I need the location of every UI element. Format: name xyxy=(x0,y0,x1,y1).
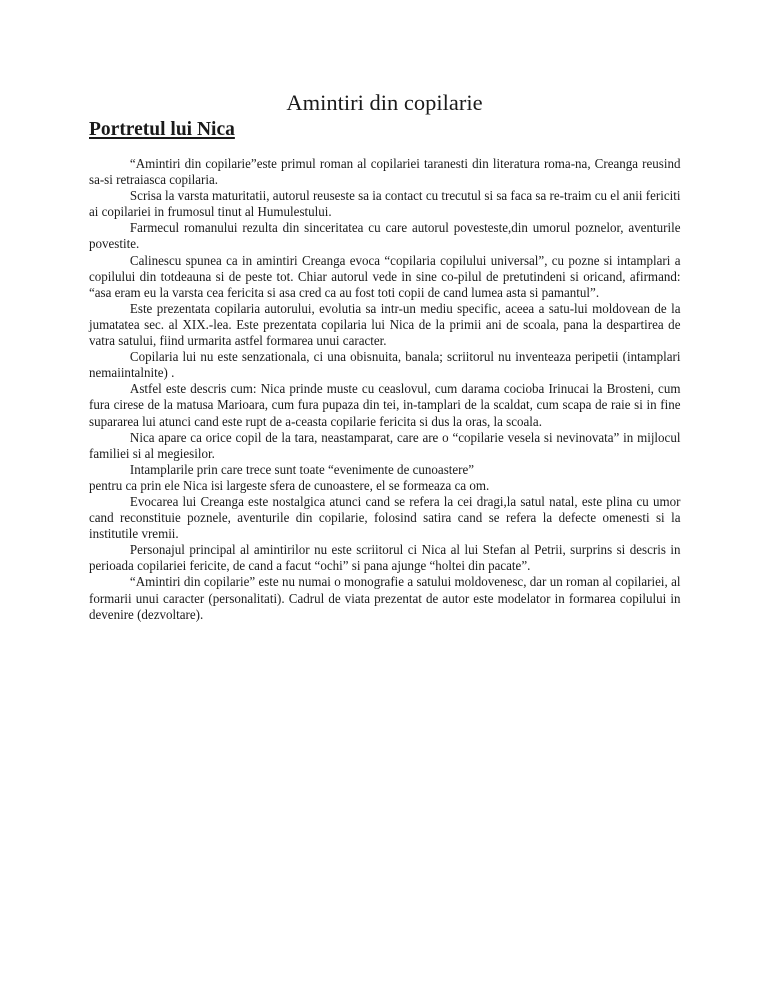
document-body xyxy=(89,157,680,624)
paragraph: “Amintiri din copilarie”este primul roman al copilariei taranesti din literatura roma-na, Creanga reusind sa-si retraiasca copilaria. xyxy=(89,157,681,189)
paragraph: Evocarea lui Creanga este nostalgica atunci cand se refera la cei dragi,la satul natal, este plina cu umor cand reconstituie poznele, aventurile din copilarie, folosind satira cand se refera la defecte omenesti si la institutile vremii. xyxy=(89,494,681,543)
paragraph: “Amintiri din copilarie” este nu numai o monografie a satului moldovenesc, dar un roman al copilariei, al formarii unui caracter (personalitati). Cadrul de viata prezentat de autor este modelator in formarea copilului in devenire (dezvoltare). xyxy=(89,575,681,623)
paragraph: Personajul principal al amintirilor nu este scriitorul ci Nica al lui Stefan al Petrii, surprins si descris in perioada copilariei fericite, de cand a facut “ochi” si pana ajunge “holtei din pacate”. xyxy=(89,543,681,575)
paragraph: Intamplarile prin care trece sunt toate “evenimente de cunoastere” xyxy=(129,462,475,478)
paragraph: Scrisa la varsta maturitatii, autorul reuseste sa ia contact cu trecutul si sa faca sa re-traim cu el anii fericiti ai copilariei in frumosul tinut al Humulestului. xyxy=(89,189,681,221)
paragraph: Astfel este descris cum: Nica prinde muste cu ceaslovul, cum darama cocioba Irinucai la Brosteni, cum fura cirese de la matusa Marioara, cum fura pupaza din tei, in-tamplari de la scaldat, cum scapa de raie si in fine supararea lui atunci cand este rupt de a-ceasta copilarie fericita si dus la oras, la scoala. xyxy=(89,382,681,430)
document-page xyxy=(89,88,680,624)
paragraph: Nica apare ca orice copil de la tara, neastamparat, care are o “copilarie vesela si nevinovata” in mijlocul familiei si al megiesilor. xyxy=(89,430,681,462)
paragraph: Este prezentata copilaria autorului, evolutia sa intr-un mediu specific, aceea a satu-lui moldovean de la jumatatea sec. al XIX.-lea. Este prezentata copilaria lui Nica de la primii ani de scoala, pana la despartirea de vatra satului, fiind urmarita astfel formarea unui caracter. xyxy=(89,301,681,350)
paragraph: Copilaria lui nu este senzationala, ci una obisnuita, banala; scriitorul nu inventeaza peripetii (intamplari nemaiintalnite) . xyxy=(89,350,681,382)
paragraph: Calinescu spunea ca in amintiri Creanga evoca “copilaria copilului universal”, cu pozne si intamplari a copilului din totdeauna si de peste tot. Chiar autorul vede in sine co-pilul de pretutindeni si oricand, afirmand: “asa eram eu la varsta cea fericita si asa cred ca au fost toti copii de cand lumea asta si pamantul”. xyxy=(89,253,681,301)
document-subtitle: Portretul lui Nica xyxy=(89,119,235,140)
document-title: Amintiri din copilarie xyxy=(286,90,483,115)
paragraph: pentru ca prin ele Nica isi largeste sfera de cunoastere, el se formeaza ca om. xyxy=(89,478,490,494)
paragraph: Farmecul romanului rezulta din sinceritatea cu care autorul povesteste,din umorul poznelor, aventurile povestite. xyxy=(89,221,681,253)
